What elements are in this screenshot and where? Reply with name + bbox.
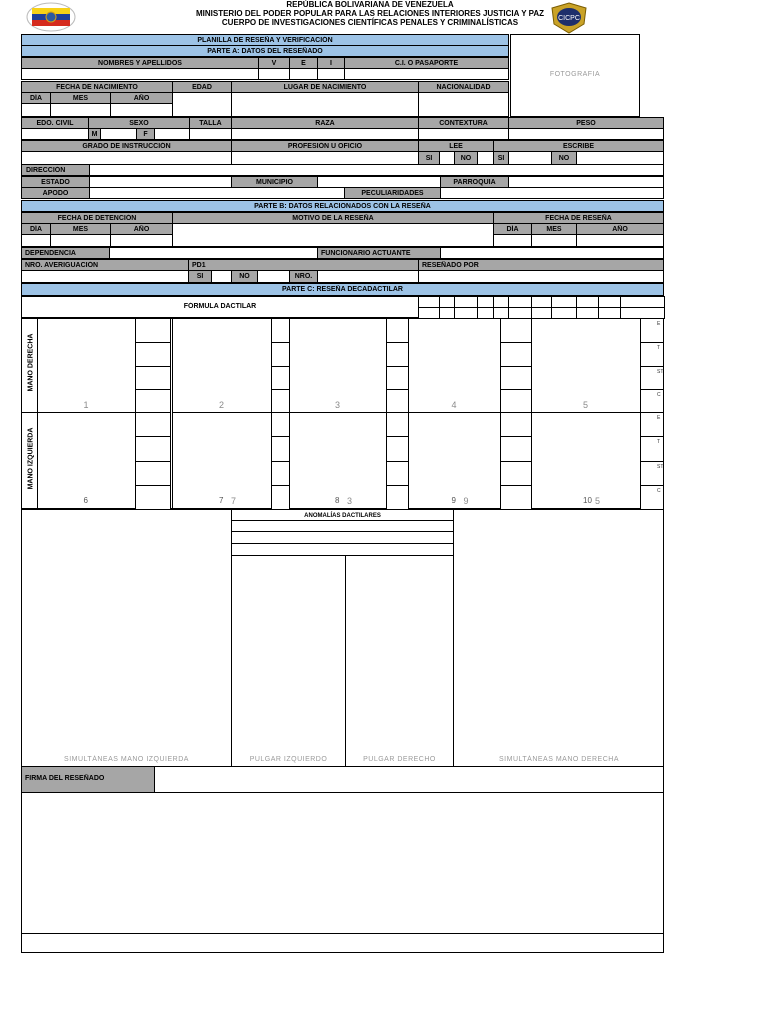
finger-classification-cell[interactable] [640, 389, 664, 414]
finger-classification-cell[interactable] [135, 366, 171, 391]
ci-header: C.I. O PASAPORTE [344, 57, 509, 69]
i-header: I [317, 57, 345, 69]
finger-number: 2 [219, 400, 225, 410]
finger-number: 1 [83, 400, 89, 410]
fecha-resena-header: FECHA DE RESEÑA [493, 212, 664, 224]
finger-classification-cell[interactable] [386, 485, 409, 510]
raza-header: RAZA [231, 117, 419, 129]
finger-number: 9 [451, 496, 456, 505]
profesion-field[interactable] [231, 151, 419, 165]
escribe-header: ESCRIBE [493, 140, 664, 152]
finger-classification-cell[interactable] [640, 436, 664, 461]
finger-classification-cell[interactable] [271, 436, 290, 461]
peso-header: PESO [508, 117, 664, 129]
finger-classification-cell[interactable] [640, 485, 664, 510]
v-field[interactable] [258, 68, 290, 80]
pulgar-der-box[interactable] [345, 555, 454, 767]
finger-classification-cell[interactable] [271, 412, 290, 437]
fingerprint-box-left[interactable] [531, 412, 641, 509]
f-checkbox[interactable] [154, 128, 190, 140]
fingerprint-box-left[interactable] [408, 412, 501, 509]
finger-classification-cell[interactable] [386, 436, 409, 461]
side-code: T [657, 439, 661, 446]
mes-header-c: MES [531, 223, 577, 235]
pd1-label: PD1 [188, 259, 419, 271]
right-hand-label-cell [21, 318, 38, 413]
finger-classification-cell[interactable] [500, 389, 532, 414]
m-checkbox[interactable] [100, 128, 137, 140]
finger-classification-cell[interactable] [271, 342, 290, 367]
talla-header: TALLA [189, 117, 232, 129]
fingerprint-box-left[interactable] [172, 412, 272, 509]
observaciones-area[interactable] [21, 792, 664, 934]
dependencia-field[interactable] [109, 247, 318, 259]
escribe-si-checkbox[interactable] [508, 151, 552, 165]
finger-classification-cell[interactable] [271, 461, 290, 486]
i-field[interactable] [317, 68, 345, 80]
sexo-header: SEXO [88, 117, 190, 129]
apodo-field[interactable] [89, 187, 345, 199]
peculiaridades-field[interactable] [440, 187, 664, 199]
lee-si-checkbox[interactable] [439, 151, 455, 165]
firma-field[interactable] [154, 766, 664, 793]
anio-field-a[interactable] [110, 103, 173, 117]
anio-header-a: AÑO [110, 92, 173, 104]
venezuela-coat-of-arms-logo [26, 2, 76, 32]
pulgar-izq-label: PULGAR IZQUIERDO [249, 756, 328, 763]
apodo-label: APODO [21, 187, 90, 199]
nro-field[interactable] [317, 270, 419, 283]
nro-averig-label: NRO. AVERIGUACIÓN [21, 259, 189, 271]
cicpc-badge-logo [548, 2, 590, 34]
dia-header-a: DÍA [21, 92, 51, 104]
fecha-det-header: FECHA DE DETENCIÓN [21, 212, 173, 224]
lugar-nac-field[interactable] [231, 92, 419, 117]
lee-no-label: NO [454, 151, 478, 165]
finger-number: 4 [451, 400, 457, 410]
finger-number: 5 [583, 400, 589, 410]
side-code: E [657, 321, 661, 327]
finger-number-faint: 3 [347, 496, 353, 506]
finger-number: 6 [83, 496, 88, 505]
mes-header-a: MES [50, 92, 111, 104]
nacionalidad-field[interactable] [418, 92, 509, 117]
direccion-field[interactable] [89, 164, 664, 176]
pd1-no-label: NO [231, 270, 258, 283]
simul-der-label: SIMULTÁNEAS MANO DERECHA [499, 756, 619, 763]
mano-derecha-label: MANO DERECHA [27, 333, 35, 392]
finger-classification-cell[interactable] [500, 485, 532, 510]
edad-header: EDAD [172, 81, 232, 93]
lee-no-checkbox[interactable] [477, 151, 494, 165]
part-c-title: PARTE C: RESEÑA DECADACTILAR [21, 283, 664, 296]
m-label: M [88, 128, 101, 140]
left-hand-label-cell [21, 412, 38, 509]
contextura-header: CONTEXTURA [418, 117, 509, 129]
f-label: F [136, 128, 155, 140]
resenado-por-field[interactable] [418, 270, 664, 283]
dia-header-c: DÍA [493, 223, 532, 235]
finger-number: 7 [219, 496, 224, 505]
dependencia-label: DEPENDENCIA [21, 247, 110, 259]
nacionalidad-header: NACIONALIDAD [418, 81, 509, 93]
finger-classification-cell[interactable] [386, 342, 409, 367]
finger-classification-cell[interactable] [135, 412, 171, 437]
side-code: E [657, 415, 661, 421]
e-field[interactable] [289, 68, 318, 80]
finger-classification-cell[interactable] [271, 485, 290, 510]
anio-field-b[interactable] [110, 234, 173, 247]
dia-header-b: DÍA [21, 223, 51, 235]
header-line-3: CUERPO DE INVESTIGACIONES CIENTÍFICAS PENALES Y CRIMINALÍSTICAS [221, 18, 519, 27]
pd1-si-label: SI [188, 270, 212, 283]
grado-field[interactable] [21, 151, 232, 165]
finger-classification-cell[interactable] [135, 389, 171, 414]
escribe-no-label: NO [551, 151, 577, 165]
nro-averig-field[interactable] [21, 270, 189, 283]
parroquia-label: PARROQUIA [440, 176, 509, 188]
finger-classification-cell[interactable] [271, 318, 290, 343]
finger-number-faint: 7 [231, 496, 237, 506]
finger-classification-cell[interactable] [500, 412, 532, 437]
nombres-field[interactable] [21, 68, 259, 80]
resenado-por-label: RESEÑADO POR [418, 259, 664, 271]
raza-field[interactable] [231, 128, 419, 140]
part-b-title: PARTE B: DATOS RELACIONADOS CON LA RESEÑA [21, 200, 664, 212]
finger-classification-cell[interactable] [135, 318, 171, 343]
ci-field[interactable] [344, 68, 509, 80]
contextura-field[interactable] [418, 128, 509, 140]
lee-si-label: SI [418, 151, 440, 165]
finger-classification-cell[interactable] [135, 461, 171, 486]
motivo-header: MOTIVO DE LA RESEÑA [172, 212, 494, 224]
mes-field-b[interactable] [50, 234, 111, 247]
finger-classification-cell[interactable] [386, 366, 409, 391]
fingerprint-box-right[interactable] [37, 318, 136, 413]
anio-header-b: AÑO [110, 223, 173, 235]
escribe-no-checkbox[interactable] [576, 151, 664, 165]
municipio-label: MUNICIPIO [231, 176, 318, 188]
side-code: ST [657, 368, 664, 375]
side-code: C [657, 487, 661, 494]
finger-number-faint: 9 [463, 496, 469, 506]
edo-civil-header: EDO. CIVIL [21, 117, 89, 129]
form-title: PLANILLA DE RESEÑA Y VERIFICACIÓN [21, 34, 509, 46]
side-code: T [657, 344, 661, 351]
mes-header-b: MES [50, 223, 111, 235]
simul-izq-label: SIMULTÁNEAS MANO IZQUIERDA [64, 756, 189, 763]
finger-classification-cell[interactable] [135, 485, 171, 510]
header-line-1: REPÚBLICA BOLIVARIANA DE VENEZUELA [286, 0, 454, 9]
mes-field-a[interactable] [50, 103, 111, 117]
finger-classification-cell[interactable] [500, 318, 532, 343]
part-a-title: PARTE A: DATOS DEL RESEÑADO [21, 45, 509, 57]
finger-number: 8 [335, 496, 340, 505]
footer-row[interactable] [21, 933, 664, 953]
v-header: V [258, 57, 290, 69]
pulgar-izq-box[interactable] [231, 555, 346, 767]
formula-label: FÓRMULA DACTILAR [21, 296, 419, 318]
finger-classification-cell[interactable] [640, 412, 664, 437]
pd1-no-checkbox[interactable] [257, 270, 290, 283]
finger-classification-cell[interactable] [386, 461, 409, 486]
e-header: E [289, 57, 318, 69]
side-code: ST [657, 463, 664, 470]
photo-label: FOTOGRAFIA [549, 71, 601, 78]
anio-header-c: AÑO [576, 223, 664, 235]
finger-classification-cell[interactable] [271, 366, 290, 391]
finger-classification-cell[interactable] [135, 436, 171, 461]
fecha-nac-header: FECHA DE NACIMIENTO [21, 81, 173, 93]
talla-field[interactable] [189, 128, 232, 140]
estado-label: ESTADO [21, 176, 90, 188]
funcionario-field[interactable] [440, 247, 664, 259]
edo-civil-field[interactable] [21, 128, 89, 140]
finger-number: 10 [583, 496, 592, 505]
peso-field[interactable] [508, 128, 664, 140]
svg-text:CICPC: CICPC [558, 15, 580, 22]
anio-field-c[interactable] [576, 234, 664, 247]
pulgar-der-label: PULGAR DERECHO [363, 756, 436, 763]
fingerprint-box-right[interactable] [531, 318, 641, 413]
finger-classification-cell[interactable] [386, 318, 409, 343]
fingerprint-box-right[interactable] [408, 318, 501, 413]
edad-field[interactable] [172, 92, 232, 117]
finger-number-faint: 5 [595, 496, 601, 506]
motivo-field[interactable] [172, 223, 494, 247]
fingerprint-box-left[interactable] [37, 412, 136, 509]
grado-header: GRADO DE INSTRUCCIÓN [21, 140, 232, 152]
finger-classification-cell[interactable] [640, 318, 664, 343]
nombres-header: NOMBRES Y APELLIDOS [21, 57, 259, 69]
dia-field-a[interactable] [21, 103, 51, 117]
finger-classification-cell[interactable] [500, 461, 532, 486]
dia-field-b[interactable] [21, 234, 51, 247]
pd1-si-checkbox[interactable] [211, 270, 232, 283]
finger-classification-cell[interactable] [640, 342, 664, 367]
finger-classification-cell[interactable] [500, 436, 532, 461]
lee-header: LEE [418, 140, 494, 152]
mes-field-c[interactable] [531, 234, 577, 247]
nro-label: NRO. [289, 270, 318, 283]
finger-classification-cell[interactable] [386, 412, 409, 437]
photo-box[interactable] [510, 34, 640, 117]
lugar-nac-header: LUGAR DE NACIMIENTO [231, 81, 419, 93]
side-code: C [657, 392, 661, 399]
finger-classification-cell[interactable] [135, 342, 171, 367]
dia-field-c[interactable] [493, 234, 532, 247]
fingerprint-box-right[interactable] [172, 318, 272, 413]
finger-classification-cell[interactable] [640, 461, 664, 486]
fingerprint-box-left[interactable] [289, 412, 387, 509]
finger-classification-cell[interactable] [271, 389, 290, 414]
mano-izquierda-label: MANO IZQUIERDA [27, 427, 35, 490]
finger-number: 3 [335, 400, 341, 410]
profesion-header: PROFESIÓN U OFICIO [231, 140, 419, 152]
header-line-2: MINISTERIO DEL PODER POPULAR PARA LAS RELACIONES INTERIORES JUSTICIA Y PAZ [195, 9, 545, 18]
finger-classification-cell[interactable] [500, 366, 532, 391]
funcionario-label: FUNCIONARIO ACTUANTE [317, 247, 441, 259]
finger-classification-cell[interactable] [386, 389, 409, 414]
firma-label: FIRMA DEL RESEÑADO [21, 766, 155, 793]
escribe-si-label: SI [493, 151, 509, 165]
direccion-label: DIRECCIÓN [21, 164, 90, 176]
finger-classification-cell[interactable] [500, 342, 532, 367]
peculiaridades-label: PECULIARIDADES [344, 187, 441, 199]
fingerprint-box-right[interactable] [289, 318, 387, 413]
anomalias-header: ANOMALÍAS DACTILARES [231, 509, 454, 521]
finger-classification-cell[interactable] [640, 366, 664, 391]
